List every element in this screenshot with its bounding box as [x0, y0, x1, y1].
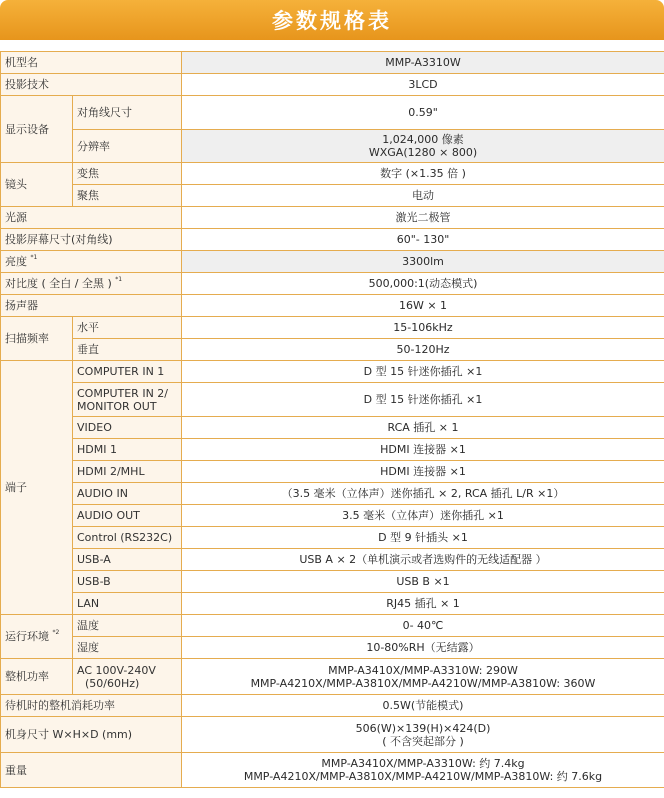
- row-value: USB B ×1: [182, 571, 664, 593]
- label-text: 亮度: [5, 255, 27, 268]
- table-row: [1, 273, 664, 295]
- row-value: HDMI 连接器 ×1: [182, 439, 664, 461]
- row-label: [1, 251, 182, 273]
- table-row: [1, 96, 664, 130]
- row-label: LAN: [73, 593, 182, 615]
- row-label: AUDIO IN: [73, 483, 182, 505]
- footnote-mark: *2: [52, 629, 60, 636]
- row-value: 0.59": [182, 96, 664, 130]
- row-label: 投影技术: [1, 74, 182, 96]
- row-value: 电动: [182, 185, 664, 207]
- spec-table: [0, 51, 664, 788]
- row-label: 光源: [1, 207, 182, 229]
- row-value: 0.5W(节能模式): [182, 695, 664, 717]
- table-row: [1, 163, 664, 185]
- table-row: [1, 361, 664, 383]
- row-value: 3LCD: [182, 74, 664, 96]
- row-value: RCA 插孔 × 1: [182, 417, 664, 439]
- table-row: [1, 505, 664, 527]
- table-row: [1, 571, 664, 593]
- row-value: D 型 15 针迷你插孔 ×1: [182, 383, 664, 417]
- table-row: [1, 130, 664, 163]
- page-title: 参数规格表: [272, 9, 392, 33]
- title-banner: [0, 0, 664, 40]
- table-row: [1, 229, 664, 251]
- table-row: [1, 185, 664, 207]
- label-text: 运行环境: [5, 630, 49, 643]
- row-label: HDMI 1: [73, 439, 182, 461]
- value-line: WXGA(1280 × 800): [368, 146, 478, 159]
- table-row: [1, 295, 664, 317]
- row-value: 数字 (×1.35 倍 ): [182, 163, 664, 185]
- value-line: MMP-A4210X/MMP-A3810X/MMP-A4210W/MMP-A3810W: 360W: [250, 676, 596, 690]
- row-value: D 型 9 针插头 ×1: [182, 527, 664, 549]
- table-row: [1, 417, 664, 439]
- row-label: 分辨率: [73, 130, 182, 163]
- row-value: [182, 659, 664, 695]
- row-value: 10-80%RH（无结露）: [182, 637, 664, 659]
- label-line: (50/60Hz): [85, 676, 140, 690]
- row-label: 机身尺寸 W×H×D (mm): [1, 717, 182, 753]
- row-value: USB A × 2（单机演示或者选购件的无线适配器 ）: [182, 549, 664, 571]
- row-value: [182, 753, 664, 788]
- value-line: ( 不含突起部分 ): [382, 734, 464, 748]
- table-row: [1, 527, 664, 549]
- row-label: HDMI 2/MHL: [73, 461, 182, 483]
- row-label: 对角线尺寸: [73, 96, 182, 130]
- group-label: [1, 615, 73, 659]
- row-value: 0- 40℃: [182, 615, 664, 637]
- row-value: （3.5 毫米（立体声）迷你插孔 × 2, RCA 插孔 L/R ×1）: [182, 483, 664, 505]
- row-value: 500,000:1(动态模式): [182, 273, 664, 295]
- row-label: COMPUTER IN 1: [73, 361, 182, 383]
- table-row: [1, 74, 664, 96]
- label-line: COMPUTER IN 2/: [77, 386, 168, 400]
- group-label: 镜头: [1, 163, 73, 207]
- group-label: 显示设备: [1, 96, 73, 163]
- value-line: MMP-A3410X/MMP-A3310W: 290W: [328, 663, 518, 677]
- row-value: 50-120Hz: [182, 339, 664, 361]
- label-text: 对比度 ( 全白 / 全黑 ): [5, 277, 112, 290]
- row-value: 3.5 毫米（立体声）迷你插孔 ×1: [182, 505, 664, 527]
- row-label: 垂直: [73, 339, 182, 361]
- table-row: [1, 659, 664, 695]
- table-row: [1, 317, 664, 339]
- group-label: 扫描频率: [1, 317, 73, 361]
- row-value: MMP-A3310W: [182, 52, 664, 74]
- row-label: 机型名: [1, 52, 182, 74]
- row-value: 16W × 1: [182, 295, 664, 317]
- row-label: VIDEO: [73, 417, 182, 439]
- row-value: 60"- 130": [182, 229, 664, 251]
- row-value: 3300lm: [182, 251, 664, 273]
- row-sublabel: [73, 659, 182, 695]
- row-value: [182, 130, 664, 163]
- table-row: [1, 593, 664, 615]
- row-label: 温度: [73, 615, 182, 637]
- footnote-mark: *1: [115, 276, 123, 283]
- row-label: USB-B: [73, 571, 182, 593]
- table-row: [1, 717, 664, 753]
- label-line: AC 100V-240V: [77, 663, 156, 677]
- row-label: 重量: [1, 753, 182, 788]
- row-label: 湿度: [73, 637, 182, 659]
- row-label: 整机功率: [1, 659, 73, 695]
- value-line: MMP-A3410X/MMP-A3310W: 约 7.4kg: [321, 757, 525, 770]
- row-value: HDMI 连接器 ×1: [182, 461, 664, 483]
- table-row: [1, 615, 664, 637]
- table-row: [1, 251, 664, 273]
- value-line: MMP-A4210X/MMP-A3810X/MMP-A4210W/MMP-A3810W: 约 7.6kg: [243, 770, 603, 783]
- value-line: 506(W)×139(H)×424(D): [355, 721, 491, 735]
- row-value: RJ45 插孔 × 1: [182, 593, 664, 615]
- row-label: USB-A: [73, 549, 182, 571]
- row-label: 聚焦: [73, 185, 182, 207]
- row-value: 激光二极管: [182, 207, 664, 229]
- table-row: [1, 637, 664, 659]
- row-label: [1, 273, 182, 295]
- row-label: [73, 383, 182, 417]
- table-row: [1, 207, 664, 229]
- row-value: [182, 717, 664, 753]
- table-row: [1, 439, 664, 461]
- table-row: [1, 549, 664, 571]
- value-line: 1,024,000 像素: [382, 133, 464, 146]
- row-label: 水平: [73, 317, 182, 339]
- table-row: [1, 383, 664, 417]
- table-row: [1, 339, 664, 361]
- row-label: AUDIO OUT: [73, 505, 182, 527]
- footnote-mark: *1: [30, 254, 38, 261]
- table-row: [1, 461, 664, 483]
- table-row: [1, 753, 664, 788]
- table-row: [1, 695, 664, 717]
- row-label: 待机时的整机消耗功率: [1, 695, 182, 717]
- row-label: 投影屏幕尺寸(对角线): [1, 229, 182, 251]
- group-label: 端子: [1, 361, 73, 615]
- row-value: 15-106kHz: [182, 317, 664, 339]
- table-row: [1, 52, 664, 74]
- row-value: D 型 15 针迷你插孔 ×1: [182, 361, 664, 383]
- label-line: MONITOR OUT: [77, 399, 157, 413]
- table-row: [1, 483, 664, 505]
- row-label: 变焦: [73, 163, 182, 185]
- row-label: 扬声器: [1, 295, 182, 317]
- row-label: Control (RS232C): [73, 527, 182, 549]
